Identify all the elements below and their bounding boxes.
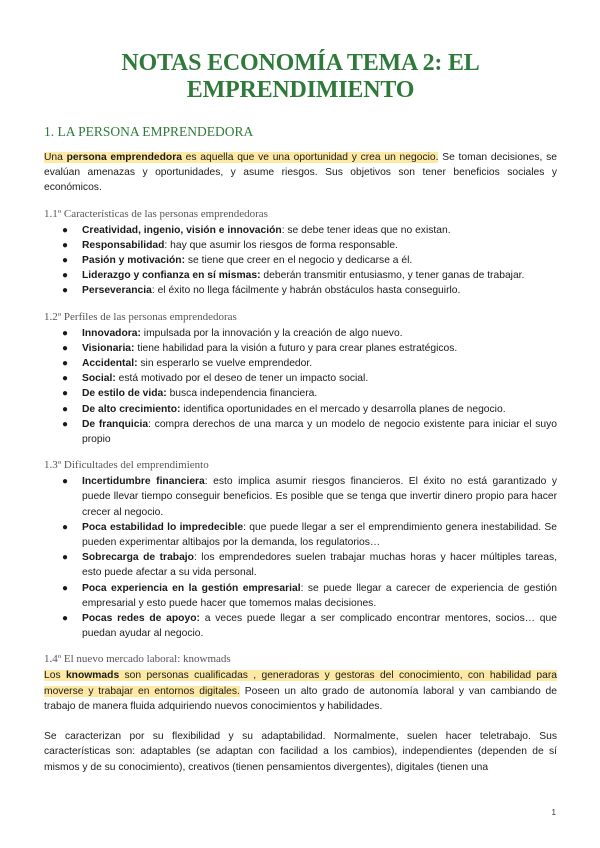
- list-caracteristicas: [44, 223, 557, 299]
- bullet-icon: ●: [62, 403, 69, 415]
- knowmads-paragraph-1: Los knowmads son personas cualificadas , generadoras y gestoras del conocimiento, con habilidad para moverse y trabajar en entornos digitales. Poseen un alto grado de autonomía laboral y van cambiando de trabajo de manera fluida adquiriendo nuevos conocimientos y habilidades.: [44, 670, 558, 712]
- list-item: ● Pocas redes de apoyo: a veces puede llegar a ser complicado encontrar mentores, socios… que puedan ayudar al negocio.: [62, 613, 557, 640]
- list-item: ● Perseverancia: el éxito no llega fácilmente y habrán obstáculos hasta conseguirlo.: [82, 283, 557, 298]
- bullet-icon: ●: [62, 476, 69, 488]
- subsection-1-3-heading: 1.3º Dificultades del emprendimiento: [44, 459, 209, 472]
- bullet-icon: ●: [62, 418, 69, 430]
- list-dificultades: [44, 474, 557, 641]
- bullet-icon: ●: [62, 270, 69, 282]
- section-1-intro: Una persona emprendedora es aquella que ve una oportunidad y crea un negocio. Se toman decisiones, se evalúan amenazas y oportunidades, y asume riesgos. Sus objetivos son tener beneficios sociales y económicos.: [44, 152, 557, 194]
- list-item: ● Innovadora: impulsada por la innovación y la creación de algo nuevo.: [82, 326, 557, 341]
- page-number: 1: [551, 808, 556, 817]
- list-item: ● De franquicia: compra derechos de una marca y un modelo de negocio existente para iniciar el suyo propio: [62, 418, 557, 446]
- bullet-icon: ●: [62, 239, 69, 251]
- bullet-icon: ●: [62, 613, 69, 625]
- highlight: Una persona emprendedora es aquella que ve una oportunidad y crea un negocio.: [44, 152, 439, 163]
- document-title: NOTAS ECONOMÍA TEMA 2: EL EMPRENDIMIENTO: [121, 50, 480, 103]
- subsection-1-2-heading: 1.2º Perfiles de las personas emprendedoras: [44, 310, 237, 323]
- bullet-icon: ●: [62, 342, 69, 354]
- bullet-icon: ●: [62, 358, 69, 370]
- knowmads-paragraph-2: Se caracterizan por su flexibilidad y su adaptabilidad. Normalmente, suelen hacer teletrabajo. Sus características son: adaptables (se adaptan con facilidad a los cambios), independientes (dependen de sí mismos y de su conocimiento), creativos (tienen pensamientos divergentes), digitales (tienen una: [44, 731, 557, 773]
- subsection-1-1-heading: 1.1º Características de las personas emprendedoras: [44, 207, 268, 220]
- list-item: ● Creatividad, ingenio, visión e innovación: se debe tener ideas que no existan.: [82, 223, 557, 238]
- list-item: ● De alto crecimiento: identifica oportunidades en el mercado y desarrolla planes de negocio.: [82, 402, 557, 417]
- list-item: ● Pasión y motivación: se tiene que creer en el negocio y dedicarse a él.: [82, 253, 557, 268]
- bullet-icon: ●: [62, 582, 69, 594]
- list-item: ● Poca estabilidad lo impredecible: que puede llegar a ser el emprendimiento genera inestabilidad. Se pueden experimentar altibajos por la demanda, los regulatorios…: [62, 521, 557, 549]
- bullet-icon: ●: [62, 255, 69, 267]
- list-perfiles: [44, 326, 557, 448]
- document-page: [44, 50, 557, 775]
- section-1-heading: 1. LA PERSONA EMPRENDEDORA: [44, 124, 254, 139]
- bullet-icon: ●: [62, 521, 69, 533]
- list-item: ● Liderazgo y confianza en sí mismas: deberán transmitir entusiasmo, y tener ganas de trabajar.: [82, 268, 557, 283]
- bullet-icon: ●: [62, 552, 69, 564]
- bullet-icon: ●: [62, 373, 69, 385]
- list-item: ● Sobrecarga de trabajo: los emprendedores suelen trabajar muchas horas y hacer múltiples tareas, esto puede afectar a su vida personal.: [62, 552, 557, 579]
- list-item: ● De estilo de vida: busca independencia financiera.: [82, 386, 557, 401]
- bullet-icon: ●: [62, 285, 69, 297]
- bullet-icon: ●: [62, 224, 69, 236]
- list-item: ● Social: está motivado por el deseo de tener un impacto social.: [82, 371, 557, 386]
- highlight: Los knowmads son personas cualificadas , generadoras y gestoras del conocimiento, con habilidad para moverse y trabajar en entornos digitales.: [44, 670, 558, 697]
- list-item: ● Incertidumbre financiera: esto implica asumir riesgos financieros. El éxito no está garantizado y puede llevar tiempo conseguir beneficios. Es posible que se tenga que invertir dinero propio para hacer crecer al negocio.: [62, 476, 557, 518]
- subsection-1-4-heading: 1.4º El nuevo mercado laboral: knowmads: [44, 653, 231, 666]
- bullet-icon: ●: [62, 327, 69, 339]
- list-item: ● Visionaria: tiene habilidad para la visión a futuro y para crear planes estratégicos.: [82, 341, 557, 356]
- list-item: ● Accidental: sin esperarlo se vuelve emprendedor.: [82, 356, 557, 371]
- bullet-icon: ●: [62, 388, 69, 400]
- list-item: ● Responsabilidad: hay que asumir los riesgos de forma responsable.: [82, 238, 557, 253]
- list-item: ● Poca experiencia en la gestión empresarial: se puede llegar a carecer de experiencia de gestión empresarial y esto puede hacer que tomemos malas decisiones.: [62, 582, 557, 609]
